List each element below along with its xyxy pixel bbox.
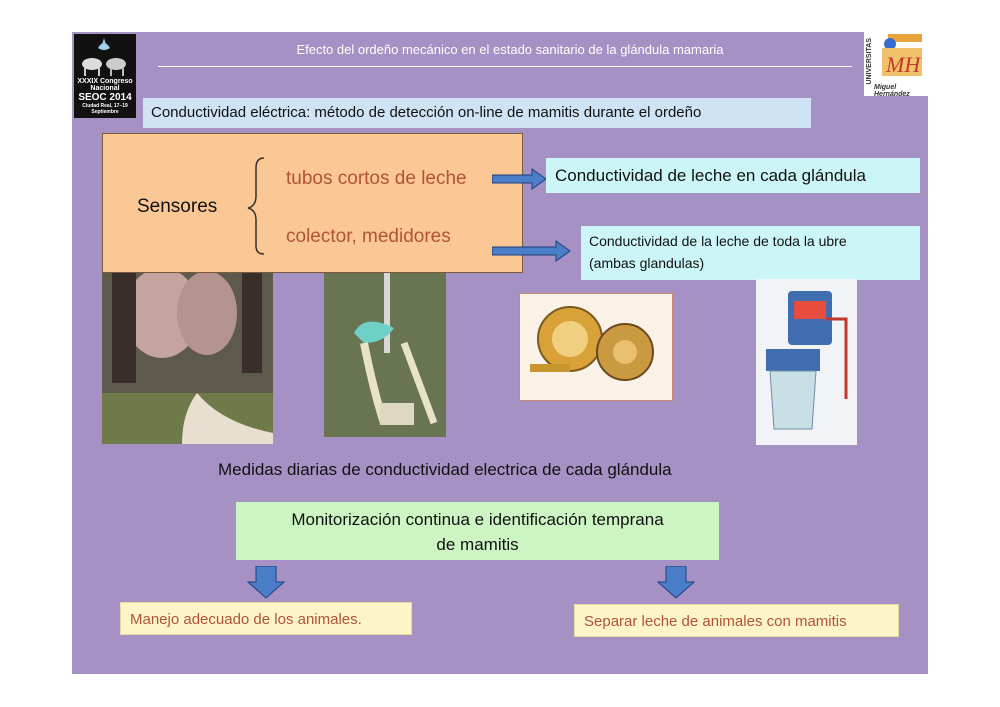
collector-photo [519, 293, 673, 401]
umh-logo-vertical-text: UNIVERSITAS [866, 38, 873, 85]
seoc-sheep-icon [74, 34, 136, 78]
umh-logo [864, 32, 928, 96]
page-title: Efecto del ordeño mecánico en el estado sanitario de la glándula mamaria [296, 42, 724, 57]
monitoring-line1: Monitorización continua e identificación temprana [291, 510, 664, 529]
result-whole-udder-line2: (ambas glandulas) [589, 255, 705, 271]
udder-photo [102, 273, 273, 444]
svg-text:MH: MH [886, 52, 921, 77]
header-divider [158, 66, 852, 67]
sensor-option-tubos: tubos cortos de leche [286, 168, 467, 189]
meter-illustration [756, 279, 857, 445]
daily-measures-text: Medidas diarias de conductividad electrica de cada glándula [218, 460, 672, 479]
seoc-logo [74, 34, 136, 118]
result-whole-udder [581, 226, 920, 280]
monitoring-line2: de mamitis [436, 535, 519, 554]
outcome-management: Manejo adecuado de los animales. [120, 602, 412, 635]
seoc-logo-line3: Ciudad Real, 17–19 Septiembre [82, 103, 128, 115]
short-tubes-illustration [324, 273, 446, 437]
sensors-title: Sensores [137, 196, 218, 217]
result-each-gland: Conductividad de leche en cada glándula [546, 158, 920, 193]
meter-photo [756, 279, 857, 445]
umh-emblem-icon [876, 34, 928, 82]
arrow-right-icon [492, 168, 548, 190]
outcome-separate-milk: Separar leche de animales con mamitis [574, 604, 899, 637]
arrow-right-icon-2 [492, 240, 572, 262]
curly-brace-icon [244, 156, 268, 256]
collector-illustration [520, 294, 672, 400]
monitoring-box [236, 502, 719, 560]
sensor-option-colector: colector, medidores [286, 226, 451, 247]
umh-logo-subtitle: Miguel Hernández [874, 84, 910, 98]
seoc-logo-line1: XXXIX Congreso Nacional [77, 78, 133, 92]
section-banner: Conductividad eléctrica: método de detección on-line de mamitis durante el ordeño [143, 98, 811, 128]
short-tubes-photo [324, 273, 446, 437]
arrow-down-icon-left [246, 566, 286, 600]
seoc-logo-line2: SEOC 2014 [78, 92, 132, 103]
udder-illustration [102, 273, 273, 444]
result-whole-udder-line1: Conductividad de la leche de toda la ubre [589, 233, 847, 249]
arrow-down-icon-right [656, 566, 696, 600]
